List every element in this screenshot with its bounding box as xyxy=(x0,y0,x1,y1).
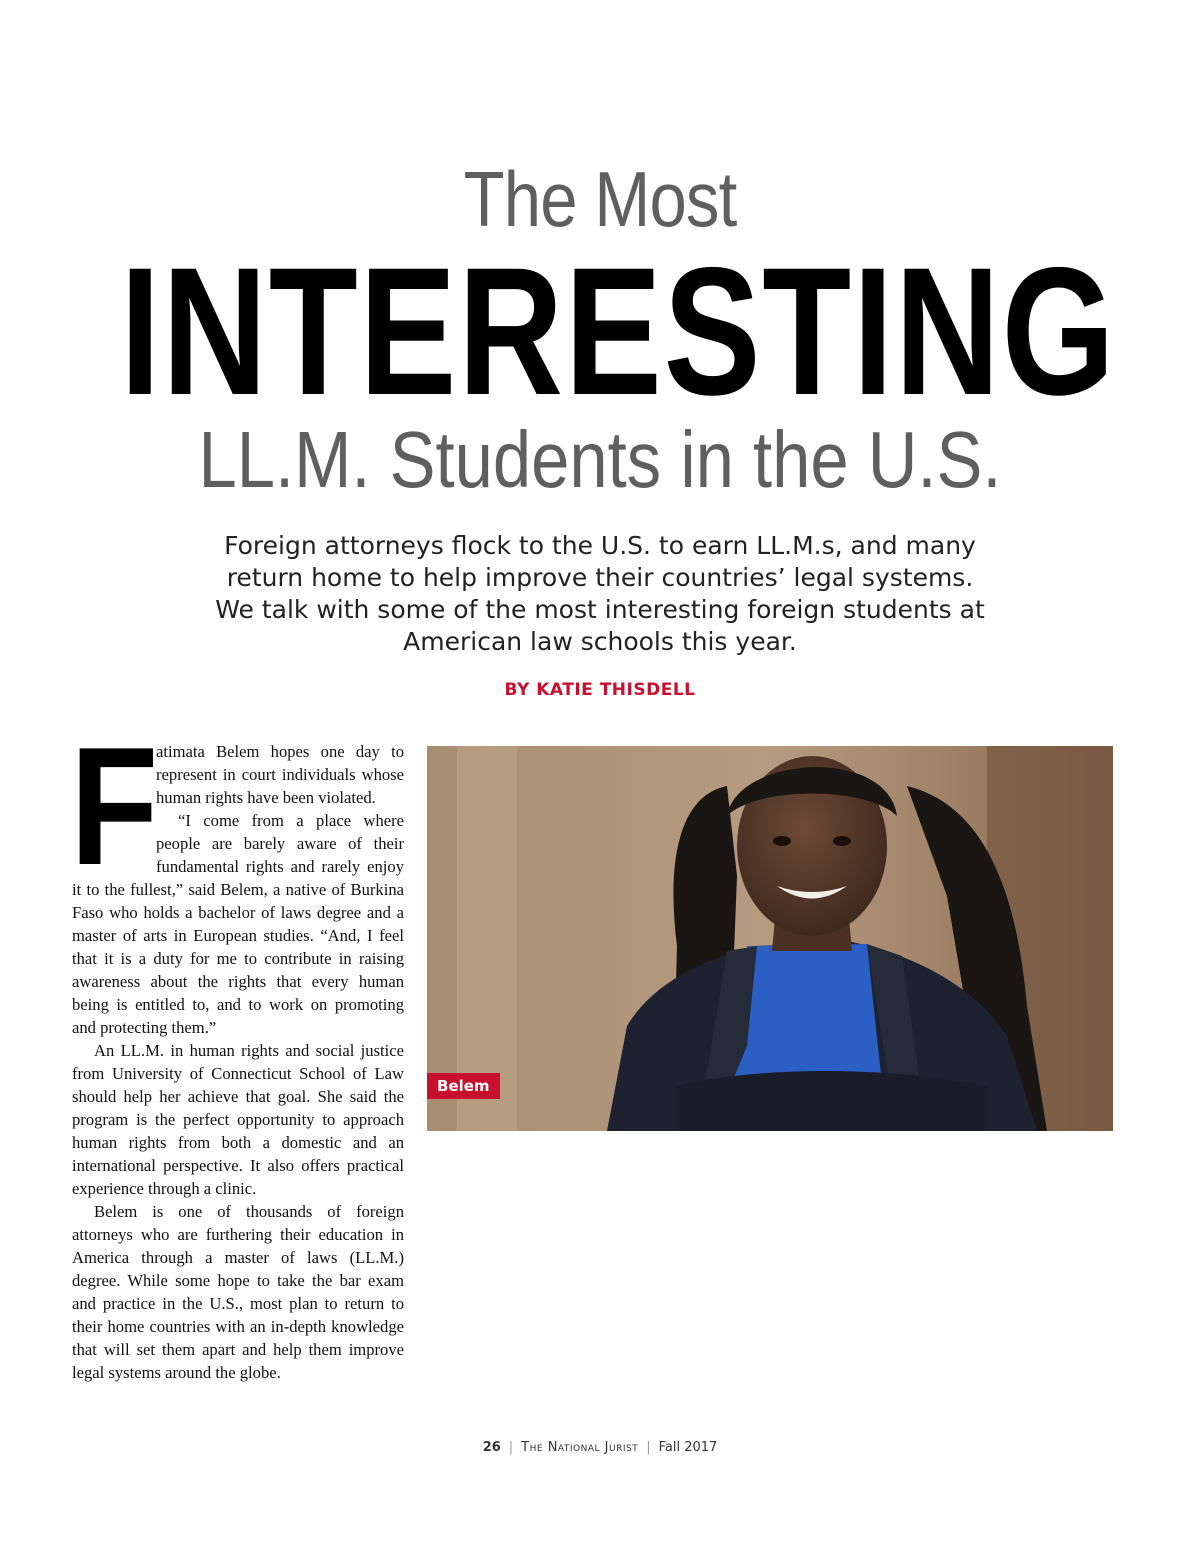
portrait-photo xyxy=(427,746,1113,1131)
byline: BY KATIE THISDELL xyxy=(504,680,696,700)
paragraph-1-text: atimata Belem hopes one day to represent in court individuals whose human rights have been violated. xyxy=(156,742,404,807)
paragraph-3: An LL.M. in human rights and social justice from University of Connecticut School of Law should help her achieve that goal. She said the program is the perfect opportunity to approach human rights from both a domestic and an international perspective. It also offers practical experience through a clinic. xyxy=(72,1041,404,1198)
paragraph-2: “I come from a place where people are barely aware of their fundamental rights and rarely enjoy it to the fullest,” said Belem, a native of Burkina Faso who holds a bachelor of laws degree and a master of arts in European studies. “And, I feel that it is a duty for me to contribute in raising awareness about the rights that every human being is entitled to, and to work on promoting and protecting them.” xyxy=(72,811,404,1037)
drop-cap: F xyxy=(70,712,159,900)
headline-main: INTERESTING xyxy=(120,229,1117,433)
paragraph-1 xyxy=(70,712,404,900)
headline-top: The Most xyxy=(463,155,737,243)
headline-sub: LL.M. Students in the U.S. xyxy=(198,415,1002,504)
magazine-name: The National Jurist xyxy=(521,1440,639,1455)
page-footer xyxy=(0,1440,1200,1455)
paragraph-4: Belem is one of thousands of foreign attorneys who are furthering their education in America through a master of laws (LL.M.) degree. While some hope to take the bar exam and practice in the U.S., most plan to return to their home countries with an in-depth knowledge that will set them apart and help them improve legal systems around the globe. xyxy=(72,1202,404,1382)
footer-divider: | xyxy=(508,1440,514,1455)
issue-date: Fall 2017 xyxy=(658,1440,718,1455)
footer-divider: | xyxy=(646,1440,651,1455)
article-dek: Foreign attorneys flock to the U.S. to earn LL.M.s, and many return home to help improve their countries’ legal systems. We talk with some of the most interesting foreign students at American law schools this year. xyxy=(215,531,985,656)
photo-caption: Belem xyxy=(427,1073,500,1099)
page-number: 26 xyxy=(482,1440,501,1455)
article-body xyxy=(70,712,404,1384)
